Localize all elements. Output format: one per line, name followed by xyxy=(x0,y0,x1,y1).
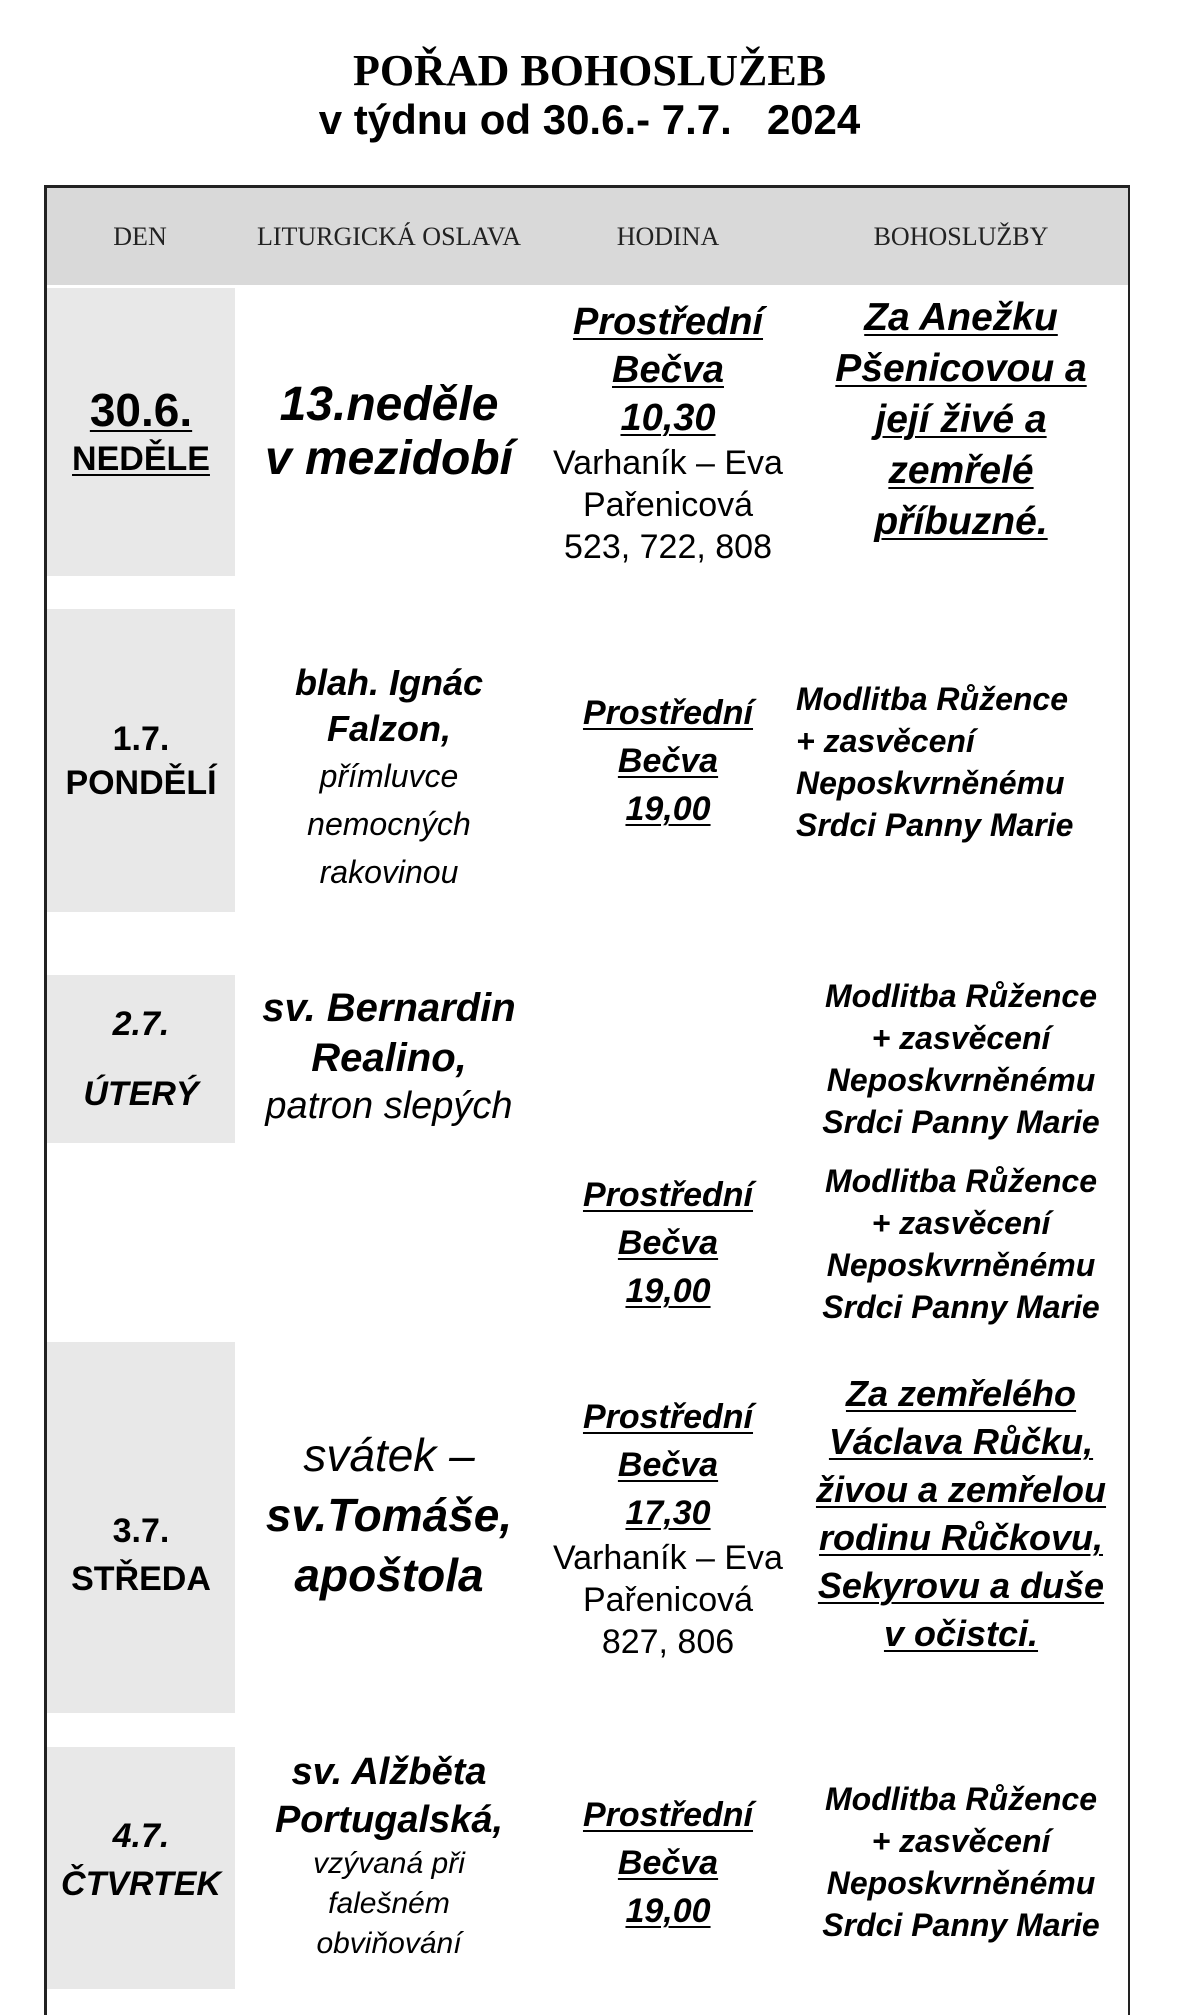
celebration-cell xyxy=(236,288,542,576)
service-cell xyxy=(794,975,1128,1143)
intention-line: živou a zemřelou xyxy=(815,1469,1107,1510)
table-row-day xyxy=(47,288,235,576)
place-line: Bečva xyxy=(617,1844,719,1882)
day-date: 4.7. xyxy=(112,1817,170,1855)
hymn-numbers: 827, 806 xyxy=(601,1623,735,1661)
day-date: 2.7. xyxy=(112,1005,170,1043)
celebration-line: sv.Tomáše, xyxy=(265,1489,513,1541)
time-cell xyxy=(536,1393,800,1663)
celebration-note: nemocných xyxy=(307,806,471,842)
intention-line: Za zemřelého xyxy=(845,1373,1077,1414)
time-cell xyxy=(536,290,800,575)
day-name: ČTVRTEK xyxy=(61,1865,221,1903)
day-name: PONDĚLÍ xyxy=(65,763,217,802)
day-name: STŘEDA xyxy=(71,1560,211,1598)
celebration-note: obviňování xyxy=(316,1927,462,1960)
place-line: Bečva xyxy=(617,742,719,780)
time-cell xyxy=(542,1790,794,1936)
day-date: 1.7. xyxy=(112,719,170,758)
celebration-line: sv. Bernardin xyxy=(262,986,516,1030)
service-cell xyxy=(794,1370,1128,1658)
service-line: Srdci Panny Marie xyxy=(822,1289,1100,1325)
service-line: Neposkvrněnému xyxy=(826,1865,1096,1901)
intention-line: její živé a xyxy=(875,397,1047,441)
celebration-line: blah. Ignác xyxy=(294,662,484,703)
service-cell xyxy=(794,1778,1128,1946)
table-row-day xyxy=(47,609,235,912)
service-line: Neposkvrněnému xyxy=(796,765,1065,801)
service-line: Modlitba Růžence xyxy=(824,1163,1097,1199)
page-subtitle: v týdnu od 30.6.- 7.7. 2024 xyxy=(318,96,861,143)
celebration-line: v mezidobí xyxy=(264,432,514,485)
service-line: Modlitba Růžence xyxy=(796,681,1069,717)
celebration-line: Realino, xyxy=(311,1036,467,1080)
organist-line: Varhaník – Eva xyxy=(553,1539,783,1577)
intention-line: Sekyrovu a duše xyxy=(817,1565,1105,1606)
table-row-day xyxy=(47,1505,235,1605)
day-name: ÚTERÝ xyxy=(83,1075,199,1113)
intention-line: zemřelé xyxy=(888,448,1034,492)
service-line: Srdci Panny Marie xyxy=(822,1104,1100,1140)
place-line: Prostřední xyxy=(582,1796,754,1834)
table-row-day xyxy=(47,1810,235,1910)
day-date: 3.7. xyxy=(112,1512,170,1550)
mass-time: 10,30 xyxy=(620,396,716,439)
time-cell xyxy=(542,688,794,834)
celebration-note: vzývaná při xyxy=(313,1847,465,1880)
celebration-cell xyxy=(236,1420,542,1610)
service-line: + zasvěcení xyxy=(871,1823,1051,1859)
column-header-services: BOHOSLUŽBY xyxy=(873,222,1049,251)
celebration-line: Falzon, xyxy=(327,708,451,749)
column-header-time: HODINA xyxy=(616,222,720,251)
service-cell xyxy=(794,290,1128,548)
page-title: POŘAD BOHOSLUŽEB xyxy=(352,46,827,95)
service-line: Srdci Panny Marie xyxy=(822,1907,1100,1943)
service-line: Modlitba Růžence xyxy=(824,1781,1097,1817)
service-line: + zasvěcení xyxy=(871,1205,1051,1241)
celebration-line: svátek – xyxy=(303,1429,475,1481)
day-date: 30.6. xyxy=(89,384,193,436)
service-line: + zasvěcení xyxy=(796,723,975,759)
service-line: Neposkvrněnému xyxy=(826,1062,1096,1098)
service-line: + zasvěcení xyxy=(871,1020,1051,1056)
celebration-note: patron slepých xyxy=(265,1085,513,1127)
mass-time: 19,00 xyxy=(625,1272,711,1310)
celebration-note: falešném xyxy=(328,1887,450,1920)
celebration-cell xyxy=(236,660,542,910)
intention-line: příbuzné. xyxy=(874,499,1048,543)
place-line: Prostřední xyxy=(582,694,754,732)
service-line: Modlitba Růžence xyxy=(824,978,1097,1014)
celebration-cell xyxy=(236,978,542,1134)
column-header-day: DEN xyxy=(113,222,167,251)
celebration-note: přímluvce xyxy=(319,758,459,794)
organist-line: Pařenicová xyxy=(582,1581,754,1619)
place-line: Bečva xyxy=(612,348,724,391)
day-name: NEDĚLE xyxy=(72,440,210,478)
place-line: Bečva xyxy=(617,1224,719,1262)
intention-line: Pšenicovou a xyxy=(835,346,1087,390)
celebration-cell xyxy=(236,1748,542,1988)
mass-time: 17,30 xyxy=(625,1494,711,1532)
column-header-celebration: LITURGICKÁ OSLAVA xyxy=(256,222,522,251)
table-row-day xyxy=(47,975,235,1143)
intention-line: Václava Růčku, xyxy=(828,1421,1094,1462)
place-line: Bečva xyxy=(617,1446,719,1484)
celebration-line: Portugalská, xyxy=(274,1799,504,1841)
place-line: Prostřední xyxy=(582,1398,754,1436)
celebration-note: rakovinou xyxy=(319,854,459,890)
celebration-line: apoštola xyxy=(294,1549,484,1601)
organist-line: Varhaník – Eva xyxy=(553,443,783,482)
mass-time: 19,00 xyxy=(625,1892,711,1930)
celebration-line: sv. Alžběta xyxy=(291,1751,487,1793)
intention-line: v očistci. xyxy=(883,1613,1039,1654)
celebration-line: 13.neděle xyxy=(279,378,499,431)
hymn-numbers: 523, 722, 808 xyxy=(564,527,772,566)
intention-line: rodinu Růčkovu, xyxy=(818,1517,1103,1558)
mass-time: 19,00 xyxy=(625,790,711,828)
time-cell xyxy=(542,1170,794,1316)
organist-line: Pařenicová xyxy=(582,485,754,524)
place-line: Prostřední xyxy=(582,1176,754,1214)
place-line: Prostřední xyxy=(572,300,764,343)
service-cell xyxy=(796,678,1130,846)
service-line: Neposkvrněnému xyxy=(826,1247,1096,1283)
service-line: Srdci Panny Marie xyxy=(796,807,1074,843)
intention-line: Za Anežku xyxy=(864,295,1058,339)
service-cell xyxy=(794,1160,1128,1328)
